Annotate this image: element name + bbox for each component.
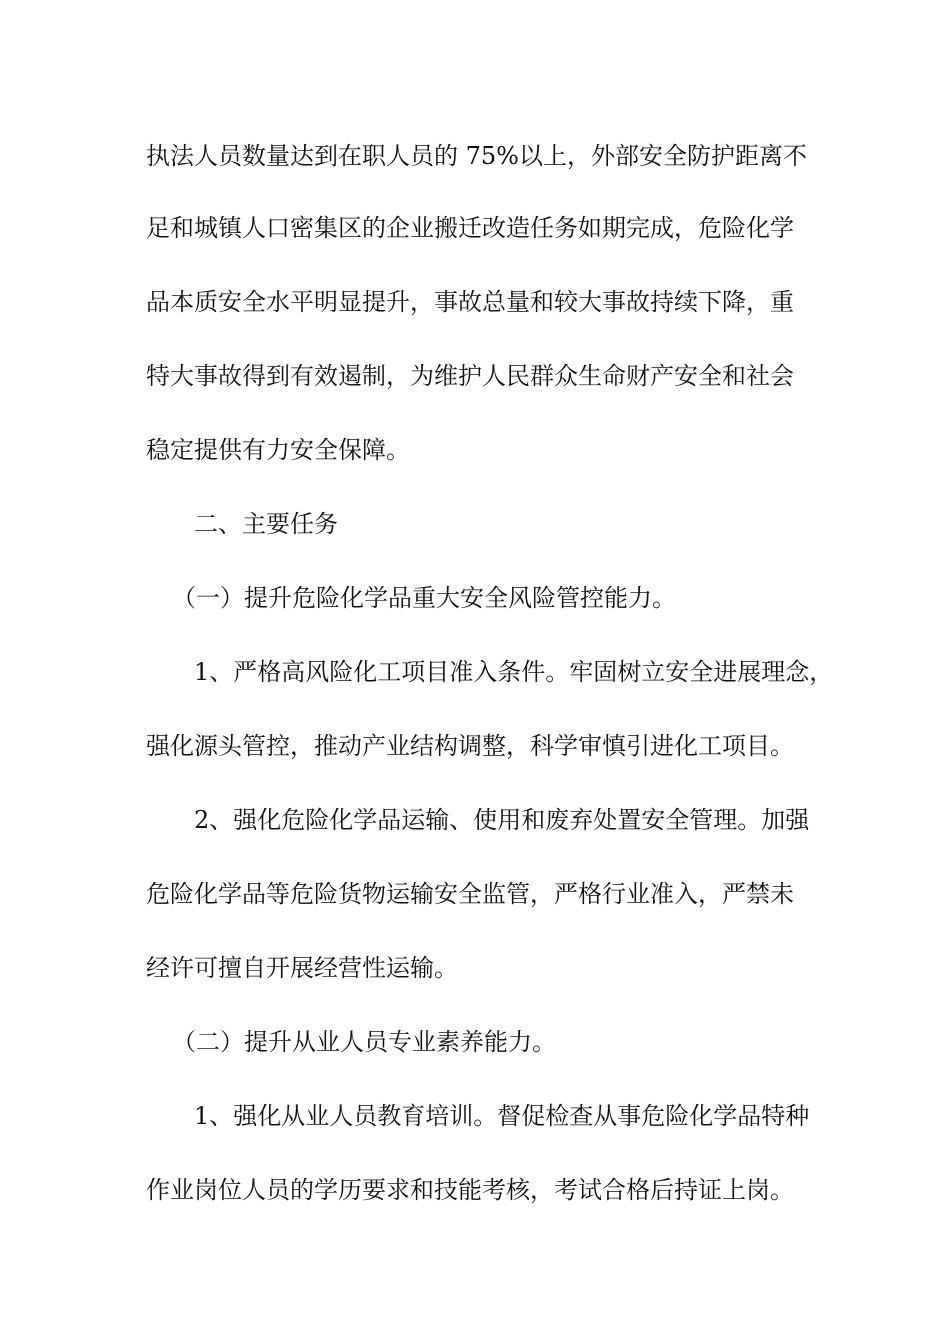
paragraph-line: 执法人员数量达到在职人员的 75%以上，外部安全防护距离不 (146, 142, 807, 170)
subsection-heading: （二）提升从业人员专业素养能力。 (172, 1028, 556, 1056)
paragraph-line: 稳定提供有力安全保障。 (146, 436, 410, 464)
paragraph-line: 1、严格高风险化工项目准入条件。牢固树立安全进展理念， (194, 658, 834, 686)
paragraph-line: 经许可擅自开展经营性运输。 (146, 954, 458, 982)
paragraph-line: 品本质安全水平明显提升，事故总量和较大事故持续下降，重 (146, 288, 794, 316)
paragraph-line: 足和城镇人口密集区的企业搬迁改造任务如期完成，危险化学 (146, 214, 794, 242)
paragraph-line: 1、强化从业人员教育培训。督促检查从事危险化学品特种 (194, 1102, 810, 1130)
paragraph-line: 危险化学品等危险货物运输安全监管，严格行业准入，严禁未 (146, 880, 794, 908)
paragraph-line: 作业岗位人员的学历要求和技能考核，考试合格后持证上岗。 (146, 1176, 794, 1204)
paragraph-line: 2、强化危险化学品运输、使用和废弃处置安全管理。加强 (194, 806, 810, 834)
paragraph-line: 特大事故得到有效遏制，为维护人民群众生命财产安全和社会 (146, 362, 794, 390)
section-heading: 二、主要任务 (194, 510, 338, 538)
paragraph-line: 强化源头管控，推动产业结构调整，科学审慎引进化工项目。 (146, 732, 794, 760)
subsection-heading: （一）提升危险化学品重大安全风险管控能力。 (172, 584, 676, 612)
